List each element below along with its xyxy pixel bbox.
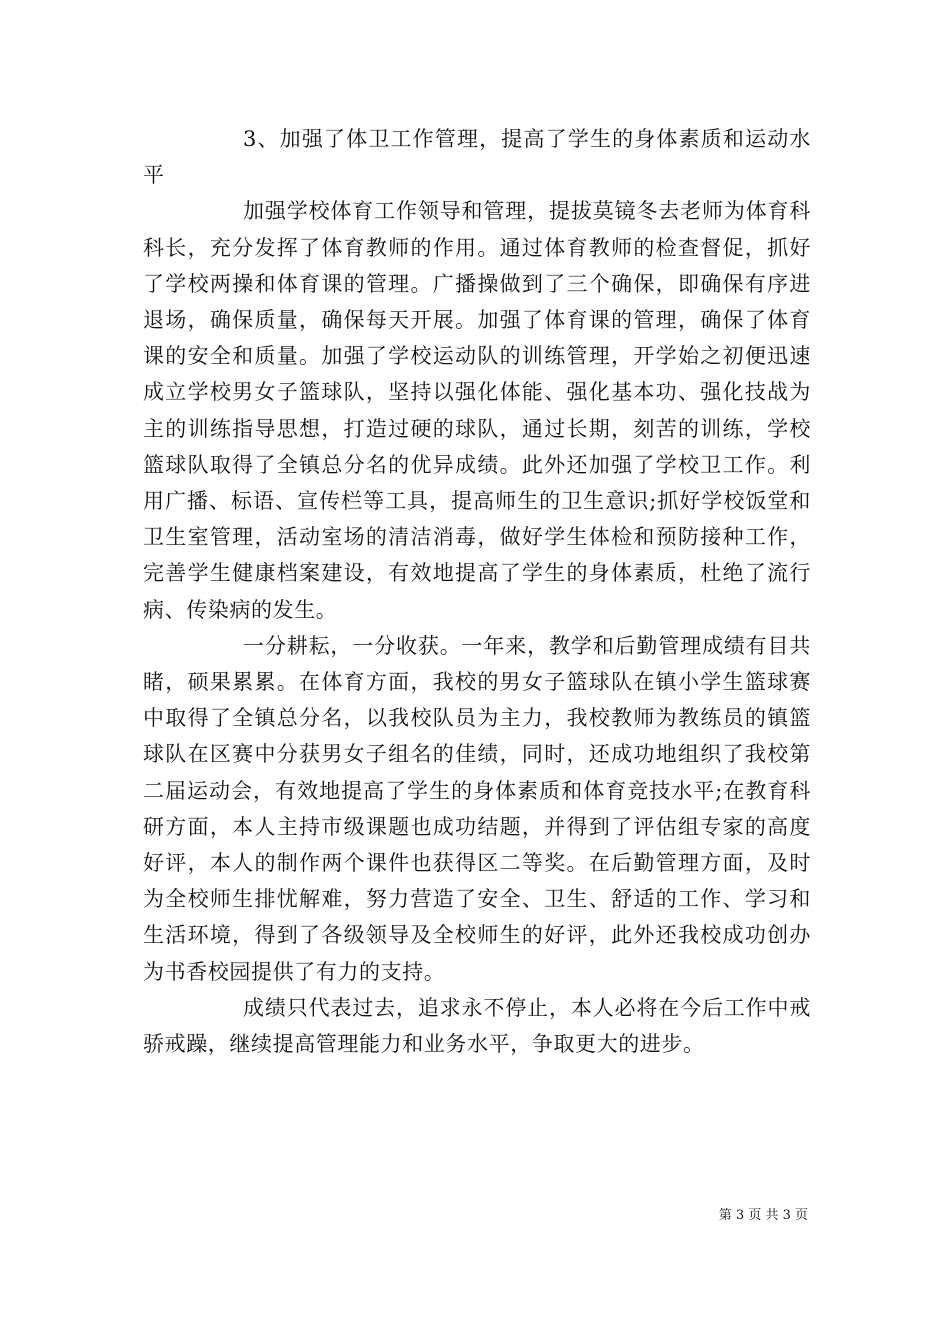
document-body: [143, 121, 811, 1062]
paragraph-sports-health: 加强学校体育工作领导和管理，提拔莫镜冬去老师为体育科科长，充分发挥了体育教师的作用。通过体育教师的检查督促，抓好了学校两操和体育课的管理。广播操做到了三个确保，即确保有序进退场，确保质量，确保每天开展。加强了体育课的管理，确保了体育课的安全和质量。加强了学校运动队的训练管理，开学始之初便迅速成立学校男女子篮球队，坚持以强化体能、强化基本功、强化技战为主的训练指导思想，打造过硬的球队，通过长期，刻苦的训练，学校篮球队取得了全镇总分名的优异成绩。此外还加强了学校卫工作。利用广播、标语、宣传栏等工具，提高师生的卫生意识;抓好学校饭堂和卫生室管理，活动室场的清洁消毒，做好学生体检和预防接种工作，完善学生健康档案建设，有效地提高了学生的身体素质，杜绝了流行病、传染病的发生。: [143, 199, 811, 622]
paragraph-achievements: 一分耕耘，一分收获。一年来，教学和后勤管理成绩有目共睹，硕果累累。在体育方面，我校的男女子篮球队在镇小学生篮球赛中取得了全镇总分名，以我校队员为主力，我校教师为教练员的镇篮球队在区赛中分获男女子组名的佳绩，同时，还成功地组织了我校第二届运动会，有效地提高了学生的身体素质和体育竞技水平;在教育科研方面，本人主持市级课题也成功结题，并得到了评估组专家的高度好评，本人的制作两个课件也获得区二等奖。在后勤管理方面，及时为全校师生排忧解难，努力营造了安全、卫生、舒适的工作、学习和生活环境，得到了各级领导及全校师生的好评，此外还我校成功创办为书香校园提供了有力的支持。: [143, 633, 811, 984]
section-heading: 3、加强了体卫工作管理，提高了学生的身体素质和运动水平: [143, 127, 811, 188]
page-number: 第 3 页 共 3 页: [718, 1208, 808, 1223]
paragraph-conclusion: 成绩只代表过去，追求永不停止，本人必将在今后工作中戒骄戒躁，继续提高管理能力和业务水平，争取更大的进步。: [143, 995, 811, 1057]
